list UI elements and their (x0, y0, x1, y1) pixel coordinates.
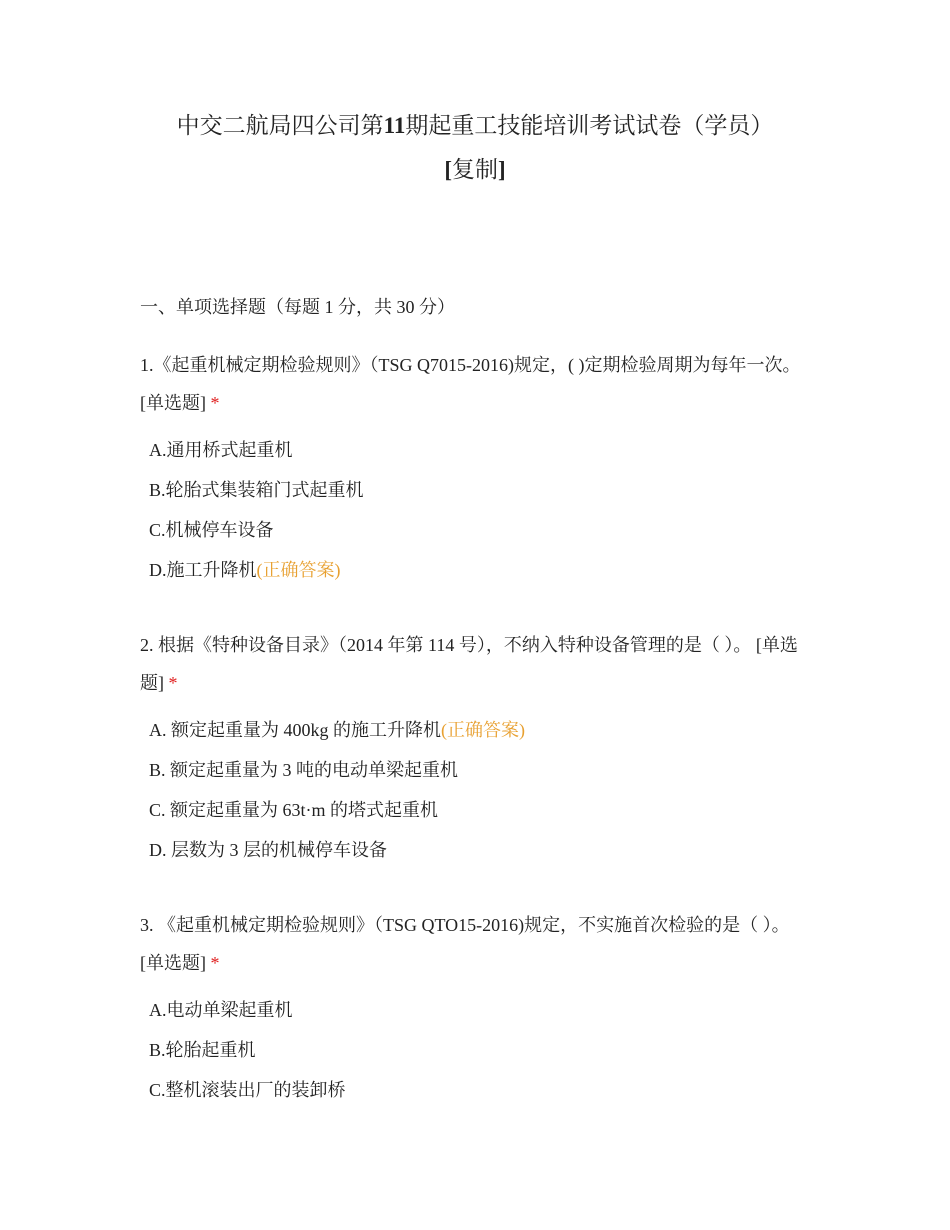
question-2-type: [单选题] (140, 635, 798, 693)
q1-option-b[interactable] (149, 475, 364, 505)
required-mark: * (168, 673, 178, 693)
q2-option-d[interactable] (149, 835, 387, 865)
copy-label: 复制 (452, 157, 498, 182)
title-part1: 中交二航局四公司第 (176, 113, 384, 138)
q1-option-d[interactable] (149, 555, 341, 585)
question-1-text: 1.《起重机械定期检验规则》（TSG Q7015-2016)规定，( )定期检验周期为每年一次。 (140, 355, 801, 375)
question-2 (140, 626, 805, 702)
required-mark: * (210, 953, 220, 973)
q1-option-b-text: B.轮胎式集装箱门式起重机 (149, 480, 364, 500)
question-3 (140, 906, 805, 982)
section-heading: 一、单项选择题（每题 1 分，共 30 分） (140, 297, 455, 317)
correct-answer-tag: (正确答案) (441, 720, 525, 740)
question-1-type: [单选题] (140, 393, 206, 413)
q3-option-b[interactable] (149, 1035, 256, 1065)
q2-option-c-text: C. 额定起重量为 63t·m 的塔式起重机 (149, 800, 439, 820)
title-part2: 期起重工技能培训考试试卷（学员） (405, 113, 774, 138)
copy-close-bracket: ] (498, 157, 506, 182)
q2-option-a-text: A. 额定起重量为 400kg 的施工升降机 (149, 720, 441, 740)
correct-answer-tag: (正确答案) (256, 560, 341, 580)
q3-option-a[interactable] (149, 995, 293, 1025)
q1-option-c[interactable] (149, 515, 274, 545)
q2-option-b[interactable] (149, 755, 458, 785)
question-1 (140, 346, 805, 422)
q3-option-a-text: A.电动单梁起重机 (149, 1000, 293, 1020)
q3-option-c[interactable] (149, 1075, 346, 1105)
required-mark: * (210, 393, 220, 413)
q2-option-c[interactable] (149, 795, 438, 825)
question-3-text: 3. 《起重机械定期检验规则》（TSG QTO15-2016)规定，不实施首次检验的是（ ）。 (140, 915, 790, 935)
q2-option-b-text: B. 额定起重量为 3 吨的电动单梁起重机 (149, 760, 459, 780)
question-3-type: [单选题] (140, 953, 206, 973)
q3-option-c-text: C.整机滚装出厂的装卸桥 (149, 1080, 346, 1100)
question-2-text: 2. 根据《特种设备目录》（2014 年第 114 号），不纳入特种设备管理的是（ ）。 (140, 635, 752, 655)
q1-option-a-text: A.通用桥式起重机 (149, 440, 293, 460)
q1-option-a[interactable] (149, 435, 293, 465)
title-number: 11 (383, 113, 406, 138)
copy-open-bracket: [ (444, 157, 452, 182)
q3-option-b-text: B.轮胎起重机 (149, 1040, 256, 1060)
q1-option-d-text: D.施工升降机 (149, 560, 257, 580)
page-title (120, 104, 830, 192)
q2-option-a[interactable] (149, 715, 525, 745)
q1-option-c-text: C.机械停车设备 (149, 520, 274, 540)
q2-option-d-text: D. 层数为 3 层的机械停车设备 (149, 840, 387, 860)
